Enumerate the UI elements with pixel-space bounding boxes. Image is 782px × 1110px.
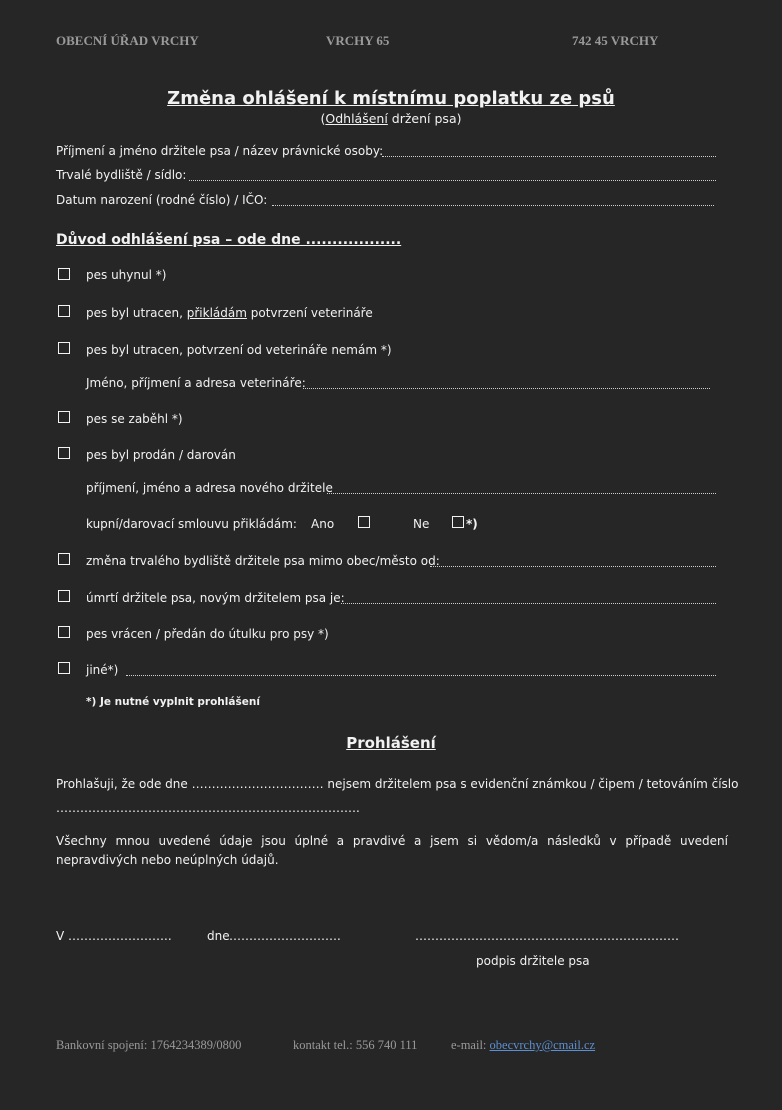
subtitle-underlined: Odhlášení (325, 111, 388, 126)
checkbox-other[interactable] (58, 662, 70, 674)
field-name-input[interactable] (382, 156, 716, 157)
option-euthanized-label (86, 306, 373, 320)
reason-heading: Důvod odhlášení psa – ode dne .................. (56, 232, 402, 248)
checkbox-moved[interactable] (58, 553, 70, 565)
contract-no-suffix: *) (466, 517, 478, 531)
declaration-line1-post: nejsem držitelem psa s evidenční známkou / čipem / tetováním číslo (323, 777, 739, 791)
vet-details-label: Jméno, příjmení a adresa veterináře: (86, 376, 306, 390)
field-birth-label: Datum narození (rodné číslo) / IČO: (56, 193, 268, 207)
option-shelter-label: pes vrácen / předán do útulku pro psy *) (86, 627, 329, 641)
page-subtitle (0, 111, 782, 126)
footer-email-link[interactable]: obecvrchy@cmail.cz (489, 1038, 596, 1052)
subtitle-rest: držení psa) (387, 111, 462, 126)
other-input[interactable] (126, 675, 716, 676)
option-euthanized-no-label: pes byl utracen, potvrzení od veterináře nemám *) (86, 343, 392, 357)
footer-email-label: e-mail: (451, 1038, 490, 1052)
required-note: *) Je nutné vyplnit prohlášení (86, 696, 260, 708)
option-lost-label: pes se zaběhl *) (86, 412, 183, 426)
contract-no-label: Ne (413, 517, 430, 531)
moved-input[interactable] (430, 566, 716, 567)
signature-place[interactable]: V …………………….. (56, 929, 172, 943)
option-euthanized-pre: pes byl utracen, (86, 306, 187, 320)
checkbox-died[interactable] (58, 268, 70, 280)
signature-input[interactable]: ………………………………………………………… (415, 929, 679, 943)
declaration-line1 (56, 777, 738, 791)
office-address: VRCHY 65 (326, 33, 390, 48)
field-residence-label: Trvalé bydliště / sídlo: (56, 168, 187, 182)
checkbox-lost[interactable] (58, 411, 70, 423)
option-other-label: jiné*) (86, 663, 119, 677)
page-title: Změna ohlášení k místnímu poplatku ze psů (167, 88, 615, 109)
footer-email (451, 1038, 595, 1053)
field-birth-input[interactable] (272, 205, 714, 206)
contract-yes-label: Ano (311, 517, 335, 531)
checkbox-owner-died[interactable] (58, 590, 70, 602)
vet-details-input[interactable] (303, 388, 710, 389)
declaration-line1-pre: Prohlašuji, že ode dne (56, 777, 192, 791)
new-owner-label: příjmení, jméno a adresa nového držitele (86, 481, 333, 495)
owner-died-input[interactable] (341, 603, 716, 604)
checkbox-contract-yes[interactable] (358, 516, 370, 528)
office-name: OBECNÍ ÚŘAD VRCHY (56, 33, 199, 48)
checkbox-contract-no[interactable] (452, 516, 464, 528)
checkbox-euthanized-no[interactable] (58, 342, 70, 354)
field-name-label: Příjmení a jméno držitele psa / název právnické osoby: (56, 144, 384, 158)
checkbox-euthanized[interactable] (58, 305, 70, 317)
field-residence-input[interactable] (189, 180, 716, 181)
subtitle-open: ( (320, 111, 326, 126)
footer-bank: Bankovní spojení: 1764234389/0800 (56, 1038, 242, 1052)
signature-date-input[interactable]: ………………………. (229, 929, 341, 943)
option-euthanized-post: potvrzení veterináře (246, 306, 373, 320)
declaration-text: Všechny mnou uvedené údaje jsou úplné a pravdivé a jsem si vědom/a následků v případě uvedení nepravdivých nebo neúplných údajů. (56, 834, 728, 867)
checkbox-shelter[interactable] (58, 626, 70, 638)
declaration-number-input[interactable]: …………………………………………………………………. (56, 801, 360, 815)
footer-phone: kontakt tel.: 556 740 111 (293, 1038, 418, 1052)
option-euthanized-u: přikládám (186, 306, 247, 320)
option-moved-label: změna trvalého bydliště držitele psa mimo obec/město od: (86, 554, 440, 568)
checkbox-sold[interactable] (58, 447, 70, 459)
new-owner-input[interactable] (327, 493, 716, 494)
declaration-date-input[interactable]: …………………………… (191, 777, 324, 791)
option-sold-label: pes byl prodán / darován (86, 448, 236, 462)
contract-label: kupní/darovací smlouvu přikládám: (86, 517, 297, 531)
office-postal: 742 45 VRCHY (572, 33, 659, 48)
signature-label: podpis držitele psa (476, 954, 590, 968)
declaration-heading: Prohlášení (346, 734, 436, 752)
option-owner-died-label: úmrtí držitele psa, novým držitelem psa je: (86, 591, 345, 605)
option-died-label: pes uhynul *) (86, 268, 167, 282)
signature-date-label: dne (207, 929, 230, 943)
